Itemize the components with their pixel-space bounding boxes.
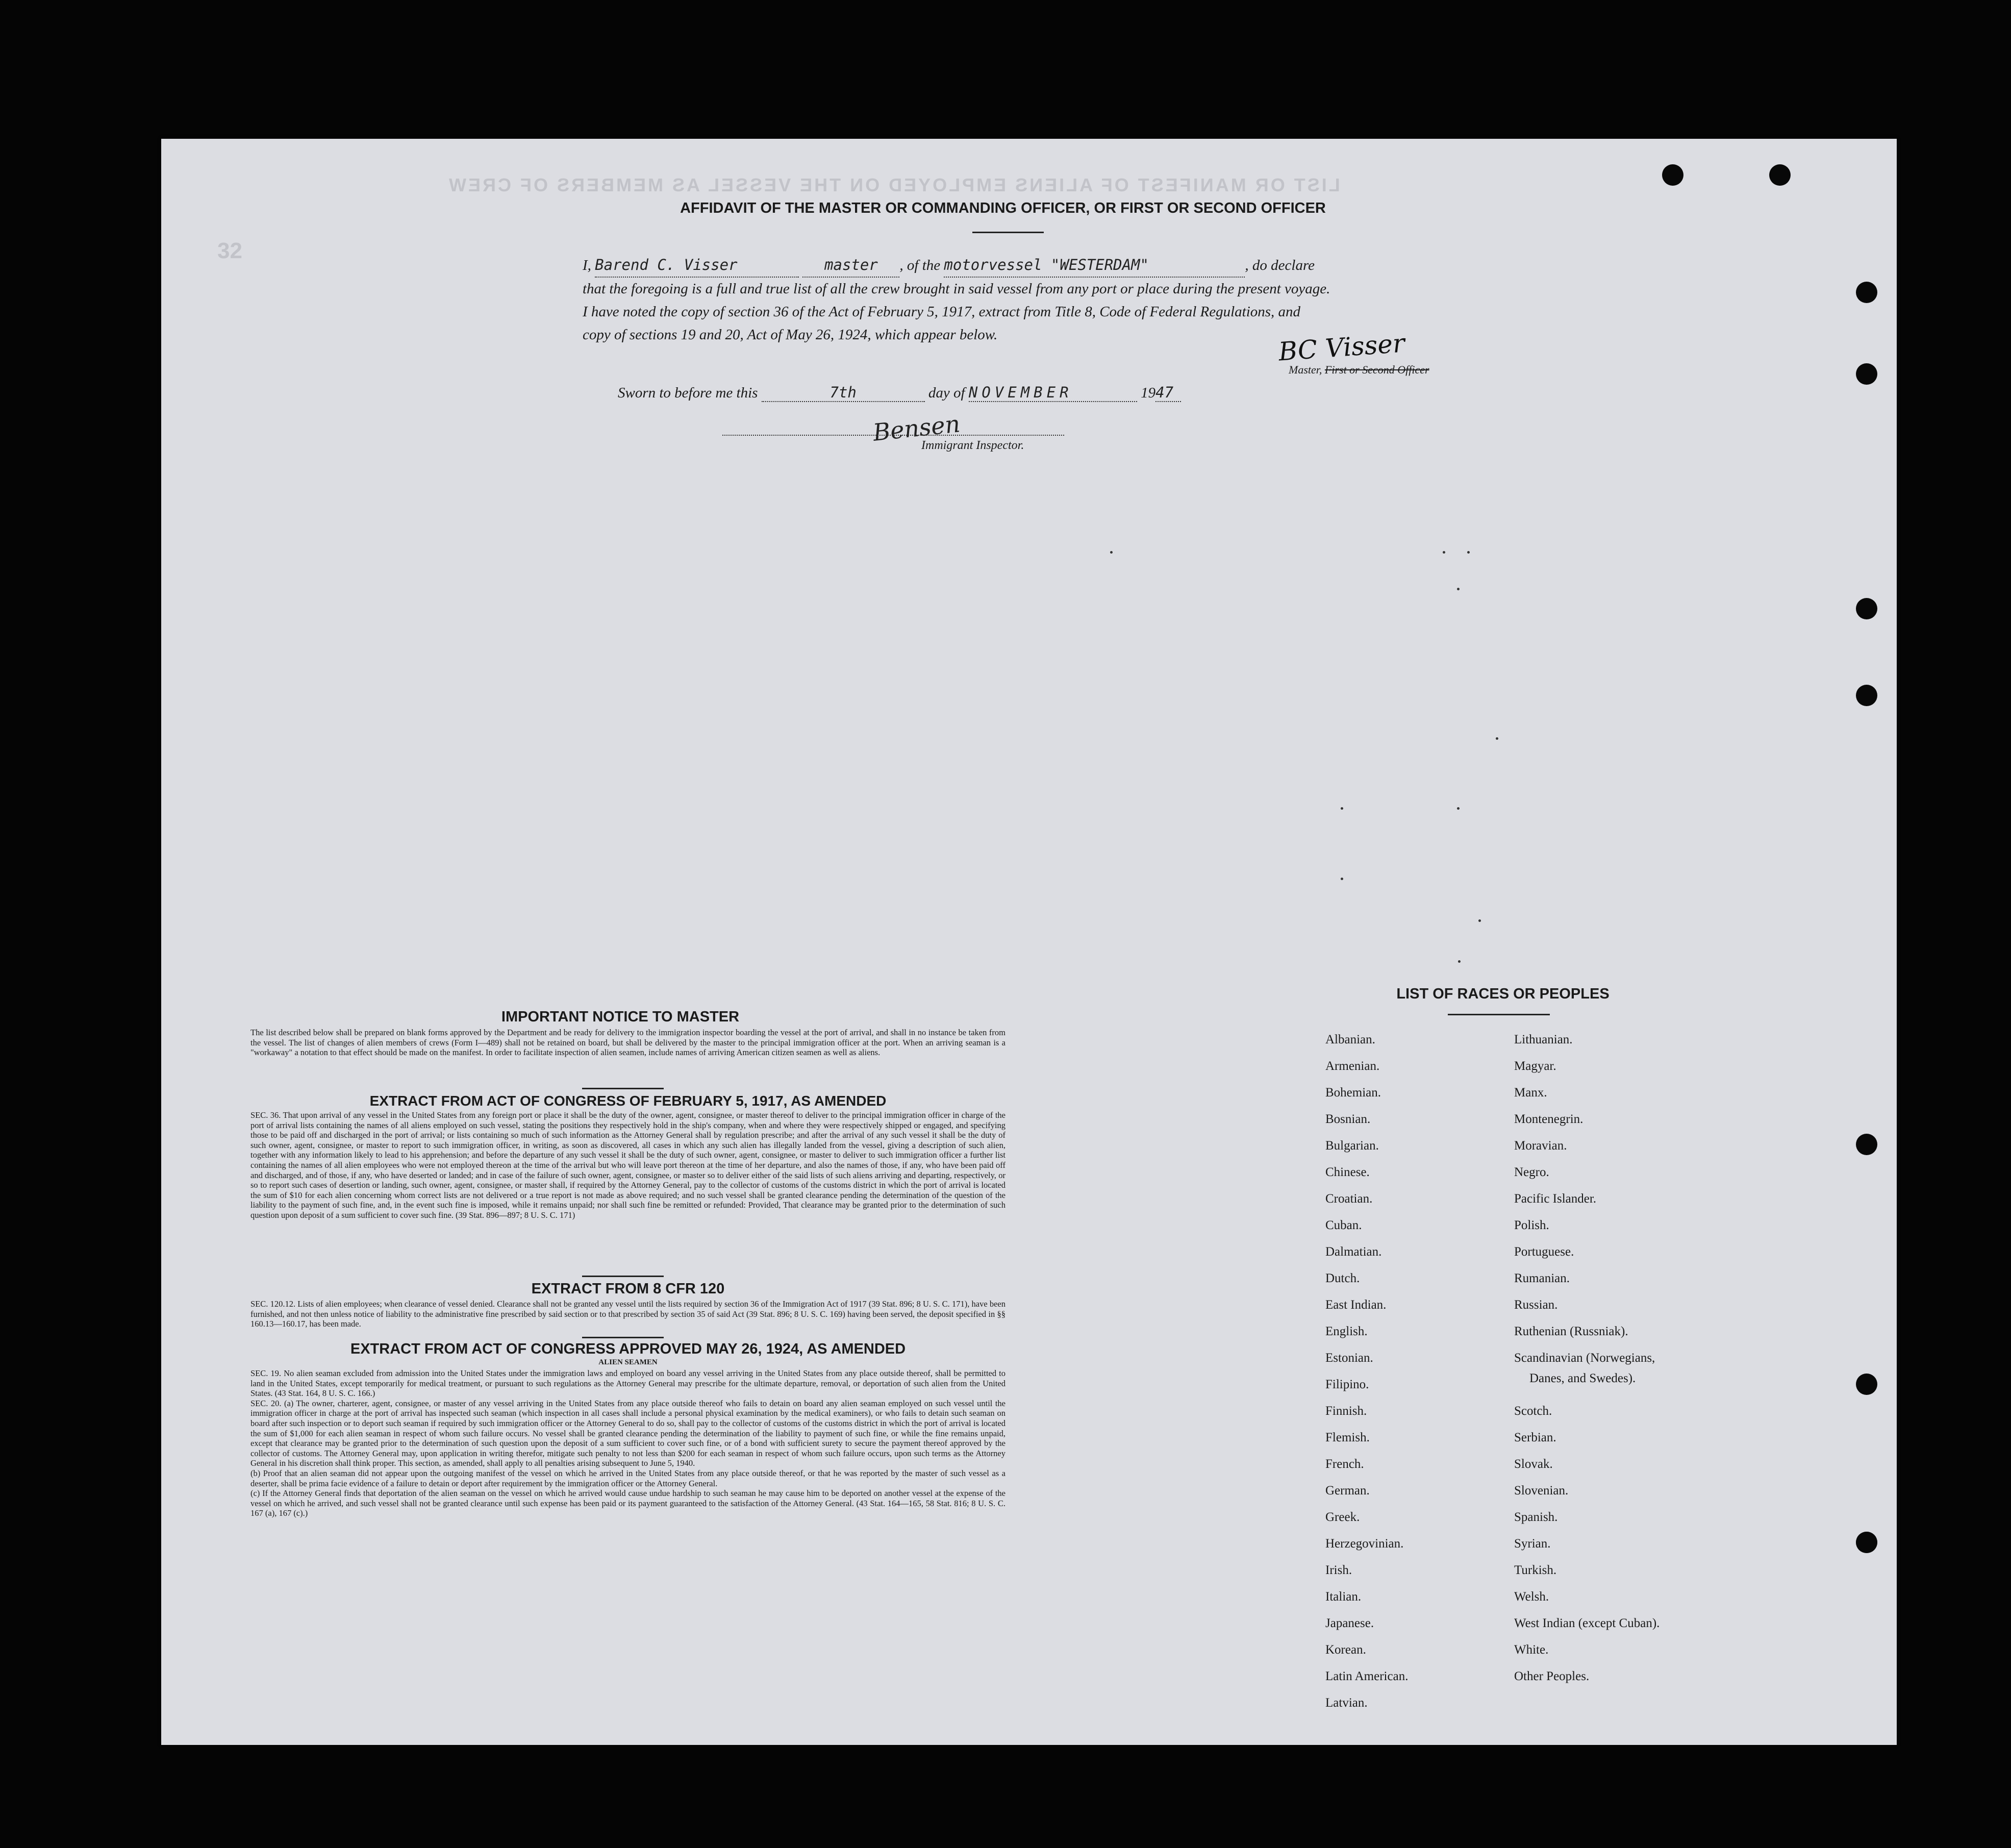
- rank-field: master: [802, 254, 899, 278]
- vessel-name-field: motorvessel "WESTERDAM": [944, 254, 1245, 278]
- race-item: Bulgarian.: [1325, 1139, 1379, 1153]
- race-item: Estonian.: [1325, 1351, 1373, 1365]
- races-column-1: [1325, 1027, 1408, 1716]
- race-item: Italian.: [1325, 1590, 1362, 1604]
- race-item: Pacific Islander.: [1514, 1192, 1597, 1206]
- affidavit-line-4: copy of sections 19 and 20, Act of May 26, 1924, which appear below.: [583, 327, 998, 343]
- race-item: Dalmatian.: [1325, 1245, 1382, 1259]
- race-item: Spanish.: [1514, 1510, 1558, 1524]
- race-item: Bosnian.: [1325, 1112, 1371, 1126]
- race-item: Slovak.: [1514, 1457, 1553, 1471]
- extract-1924-subtitle: ALIEN SEAMEN: [598, 1358, 658, 1366]
- divider: [972, 232, 1044, 233]
- speck: [1457, 807, 1460, 810]
- cfr-body: SEC. 120.12. Lists of alien employees; when clearance of vessel denied. Clearance shall not be granted any vessel until the lists required by section 36 of the Immigration Act of 1917 (39 Stat. 896; 8 U. S. C. 171), have been furnished, and not then unless notice of liability to the administrative fine prescribed by said section or to that prescribed by section 35 of said Act (39 Stat. 896; 8 U. S. C. 169) having been served, the deposit specified in §§ 160.13—160.17, has been made.: [250, 1299, 1006, 1329]
- race-item: Albanian.: [1325, 1033, 1375, 1046]
- punch-hole: [1662, 164, 1683, 186]
- race-item: Portuguese.: [1514, 1245, 1574, 1259]
- race-item: Slovenian.: [1514, 1484, 1569, 1497]
- speck: [1496, 737, 1498, 740]
- races-title: LIST OF RACES OR PEOPLES: [1396, 986, 1610, 1002]
- race-item: Japanese.: [1325, 1616, 1374, 1630]
- race-item: Scandinavian (Norwegians,: [1514, 1351, 1655, 1365]
- race-item: Croatian.: [1325, 1192, 1373, 1206]
- cfr-title: EXTRACT FROM 8 CFR 120: [531, 1281, 725, 1297]
- punch-hole: [1769, 164, 1791, 186]
- divider: [1448, 1014, 1550, 1015]
- race-item: Lithuanian.: [1514, 1033, 1573, 1046]
- race-item: English.: [1325, 1325, 1368, 1338]
- race-item: Scotch.: [1514, 1404, 1552, 1418]
- notice-title: IMPORTANT NOTICE TO MASTER: [501, 1009, 740, 1025]
- race-item: Korean.: [1325, 1643, 1366, 1657]
- race-item: Manx.: [1514, 1086, 1547, 1100]
- race-item: Danes, and Swedes).: [1529, 1371, 1636, 1385]
- divider: [582, 1088, 664, 1089]
- race-item: German.: [1325, 1484, 1370, 1497]
- extract-1924-paragraph: SEC. 19. No alien seaman excluded from admission into the United States under the immigration laws and employed on board any vessel arriving in the United States from any place outside thereof, shall be permitted to land in the United States, except temporarily for medical treatment, or pursuant to such regulations as the Attorney General may prescribe for the ultimate departure, removal, or deportation of such alien from the United States. (43 Stat. 164, 8 U. S. C. 166.): [250, 1368, 1006, 1399]
- month-field: NOVEMBER: [969, 384, 1137, 402]
- bleed-through-corner-number: 32: [217, 238, 242, 263]
- race-item: Chinese.: [1325, 1165, 1370, 1179]
- speck: [1110, 551, 1113, 554]
- race-item: Serbian.: [1514, 1431, 1556, 1444]
- race-item: Welsh.: [1514, 1590, 1549, 1604]
- race-item: Filipino.: [1325, 1378, 1369, 1391]
- affidavit-line-1: I, Barend C. Visser master , of the motorvessel "WESTERDAM" , do declare: [583, 254, 1429, 278]
- inspector-signature-line: [722, 435, 1064, 436]
- punch-hole: [1856, 685, 1877, 706]
- race-item: White.: [1514, 1643, 1549, 1657]
- divider: [582, 1276, 664, 1277]
- race-item: Magyar.: [1514, 1059, 1556, 1073]
- race-item: Bohemian.: [1325, 1086, 1381, 1100]
- race-item: Polish.: [1514, 1218, 1549, 1232]
- divider: [582, 1337, 664, 1338]
- race-item: Moravian.: [1514, 1139, 1567, 1153]
- affidavit-line-3: I have noted the copy of section 36 of the Act of February 5, 1917, extract from Title 8, Code of Federal Regulations, and: [583, 304, 1301, 320]
- inspector-label: Immigrant Inspector.: [921, 439, 1024, 452]
- notice-body: The list described below shall be prepared on blank forms approved by the Department and be ready for delivery to the immigration inspector boarding the vessel at the port of arrival, and shall in no instance be taken from the vessel. The list of changes of alien members of crews (Form I—489) shall not be retained on board, but shall be delivered by the master to the principal immigration officer at the port. When an arriving seaman is a "workaway" a notation to that effect should be made on the manifest. In order to facilitate inspection of alien seamen, include names of arriving American citizen seamen as well as aliens.: [250, 1028, 1006, 1058]
- speck: [1341, 807, 1343, 810]
- race-item: Syrian.: [1514, 1537, 1551, 1551]
- race-item: Russian.: [1514, 1298, 1558, 1312]
- inspector-signature: Bensen: [871, 410, 962, 446]
- race-item: Latin American.: [1325, 1669, 1409, 1683]
- extract-1917-title: EXTRACT FROM ACT OF CONGRESS OF FEBRUARY 5, 1917, AS AMENDED: [369, 1093, 887, 1109]
- race-item: Flemish.: [1325, 1431, 1370, 1444]
- race-item: Turkish.: [1514, 1563, 1557, 1577]
- affidavit-text: [583, 254, 1429, 346]
- race-item: Montenegrin.: [1514, 1112, 1583, 1126]
- race-item: Herzegovinian.: [1325, 1537, 1404, 1551]
- speck: [1457, 588, 1460, 590]
- punch-hole: [1856, 1532, 1877, 1553]
- race-item: Cuban.: [1325, 1218, 1362, 1232]
- speck: [1467, 551, 1470, 554]
- master-title-label: Master, First or Second Officer: [1289, 363, 1429, 376]
- affidavit-title: AFFIDAVIT OF THE MASTER OR COMMANDING OFFICER, OR FIRST OR SECOND OFFICER: [680, 200, 1326, 216]
- speck: [1443, 551, 1445, 554]
- day-field: 7th: [762, 384, 925, 402]
- punch-hole: [1856, 1134, 1877, 1155]
- race-item: Greek.: [1325, 1510, 1360, 1524]
- race-item: West Indian (except Cuban).: [1514, 1616, 1660, 1630]
- master-signature: BC Visser: [1277, 328, 1406, 367]
- extract-1917-body: SEC. 36. That upon arrival of any vessel in the United States from any foreign port or place it shall be the duty of the owner, agent, consignee, or master thereof to deliver to the principal immigration officer in charge of the port of arrival lists containing the names of all aliens employed on such vessel, stating the positions they respectively hold in the ship's company, when and where they were respectively shipped or engaged, and specifying those to be paid off and discharged in the port of arrival; or lists containing so much of such information as the Attorney General shall by regulation prescribe; and after the arrival of any such vessel it shall be the duty of such owner, agent, consignee, or master to report to such immigration officer, in writing, as soon as discovered, all cases in which any such alien has illegally landed from the vessel, giving a description of such alien, together with any information likely to lead to his apprehension; and before the departure of any such vessel it shall be the duty of such owner, agent, consignee, or master to deliver to such immigration officer a further list containing the names of all alien employees who were not employed thereon at the time of the arrival but who will leave port thereon at the time of her departure, and also the names of those, if any, who have been paid off and discharged, and of those, if any, who have deserted or landed; and in case of the failure of such owner, agent, consignee, or master so to deliver either of the said lists of such aliens arriving and departing, respectively, or so to report such cases of desertion or landing, such owner, agent, consignee, or master shall, if required by the Attorney General, pay to the collector of customs of the customs district in which the port of arrival is located the sum of $10 for each alien concerning whom correct lists are not delivered or a true report is not made as above required; and no such vessel shall be granted clearance pending the determination of the question of the liability to the payment of such fine, and, in the event such fine is imposed, while it remains unpaid; nor shall such fine be remitted or refunded: Provided, That clearance may be granted prior to the determination of such question upon deposit of a sum sufficient to cover such fine. (39 Stat. 896—897; 8 U. S. C. 171): [250, 1110, 1006, 1220]
- extract-1924-paragraph: (b) Proof that an alien seaman did not appear upon the outgoing manifest of the vessel on which he arrived in the United States from any place outside thereof, or that he was reported by the master of such vessel as a deserter, shall be prima facie evidence of a failure to detain or deport after requirement by the immigration officer or the Attorney General.: [250, 1468, 1006, 1488]
- extract-1924-title: EXTRACT FROM ACT OF CONGRESS APPROVED MAY 26, 1924, AS AMENDED: [350, 1341, 906, 1357]
- extract-1924-body: [250, 1368, 1006, 1518]
- race-item: Negro.: [1514, 1165, 1549, 1179]
- sworn-line: Sworn to before me this 7th day of NOVEMBER 1947: [618, 384, 1444, 402]
- manifest-page: [161, 139, 1897, 1745]
- bleed-through-title: LIST OR MANIFEST OF ALIENS EMPLOYED ON THE VESSEL AS MEMBERS OF CREW: [447, 174, 1340, 195]
- punch-hole: [1856, 598, 1877, 619]
- race-item: Armenian.: [1325, 1059, 1380, 1073]
- master-name-field: Barend C. Visser: [595, 254, 799, 278]
- punch-hole: [1856, 282, 1877, 303]
- speck: [1458, 960, 1461, 963]
- race-item: Rumanian.: [1514, 1271, 1570, 1285]
- race-item: French.: [1325, 1457, 1364, 1471]
- race-item: Ruthenian (Russniak).: [1514, 1325, 1628, 1338]
- race-item: Finnish.: [1325, 1404, 1367, 1418]
- extract-1924-paragraph: SEC. 20. (a) The owner, charterer, agent, consignee, or master of any vessel arriving in the United States from any place outside thereof who fails to detain on board any alien seaman employed on such vessel until the immigration officer in charge at the port of arrival has inspected such seaman (which inspection in all cases shall include a personal physical examination by the medical examiners), or who fails to detain such seaman on board after such inspection or to deport such seaman if required by such immigration officer or the Attorney General to do so, shall pay to the collector of customs of the customs district in which the port of arrival is located the sum of $1,000 for each alien seaman in respect of whom such failure occurs. No vessel shall be granted clearance pending the determination of the liability to payment of such fine, or while the fine remains unpaid, except that clearance may be granted prior to the determination of such question upon the deposit of a sum sufficient to cover such fine, or of a bond with sufficient surety to secure the payment thereof approved by the collector of customs. The Attorney General may, upon application in writing therefor, mitigate such penalty to not less than $200 for each seaman in respect of whom such failure occurs, upon such terms as the Attorney General in his discretion shall think proper. This section, as amended, shall apply to all penalties arising subsequent to June 5, 1940.: [250, 1398, 1006, 1468]
- extract-1924-paragraph: (c) If the Attorney General finds that deportation of the alien seaman on the vessel on which he arrived would cause undue hardship to such seaman he may cause him to be deported on another vessel at the expense of the vessel on which he arrived, and such vessel shall not be granted clearance until such expense has been paid or its payment guaranteed to the satisfaction of the Attorney General. (43 Stat. 164—165, 58 Stat. 816; 8 U. S. C. 167 (a), 167 (c).): [250, 1488, 1006, 1518]
- race-item: Other Peoples.: [1514, 1669, 1590, 1683]
- race-item: Irish.: [1325, 1563, 1352, 1577]
- affidavit-line-2: that the foregoing is a full and true list of all the crew brought in said vessel from any port or place during the present voyage.: [583, 281, 1330, 297]
- speck: [1478, 919, 1481, 922]
- speck: [1341, 878, 1343, 880]
- races-column-2: [1514, 1027, 1660, 1690]
- race-item: Latvian.: [1325, 1696, 1368, 1710]
- punch-hole: [1856, 1373, 1877, 1395]
- race-item: East Indian.: [1325, 1298, 1387, 1312]
- race-item: Dutch.: [1325, 1271, 1360, 1285]
- punch-hole: [1856, 363, 1877, 385]
- year-field: 47: [1155, 384, 1181, 402]
